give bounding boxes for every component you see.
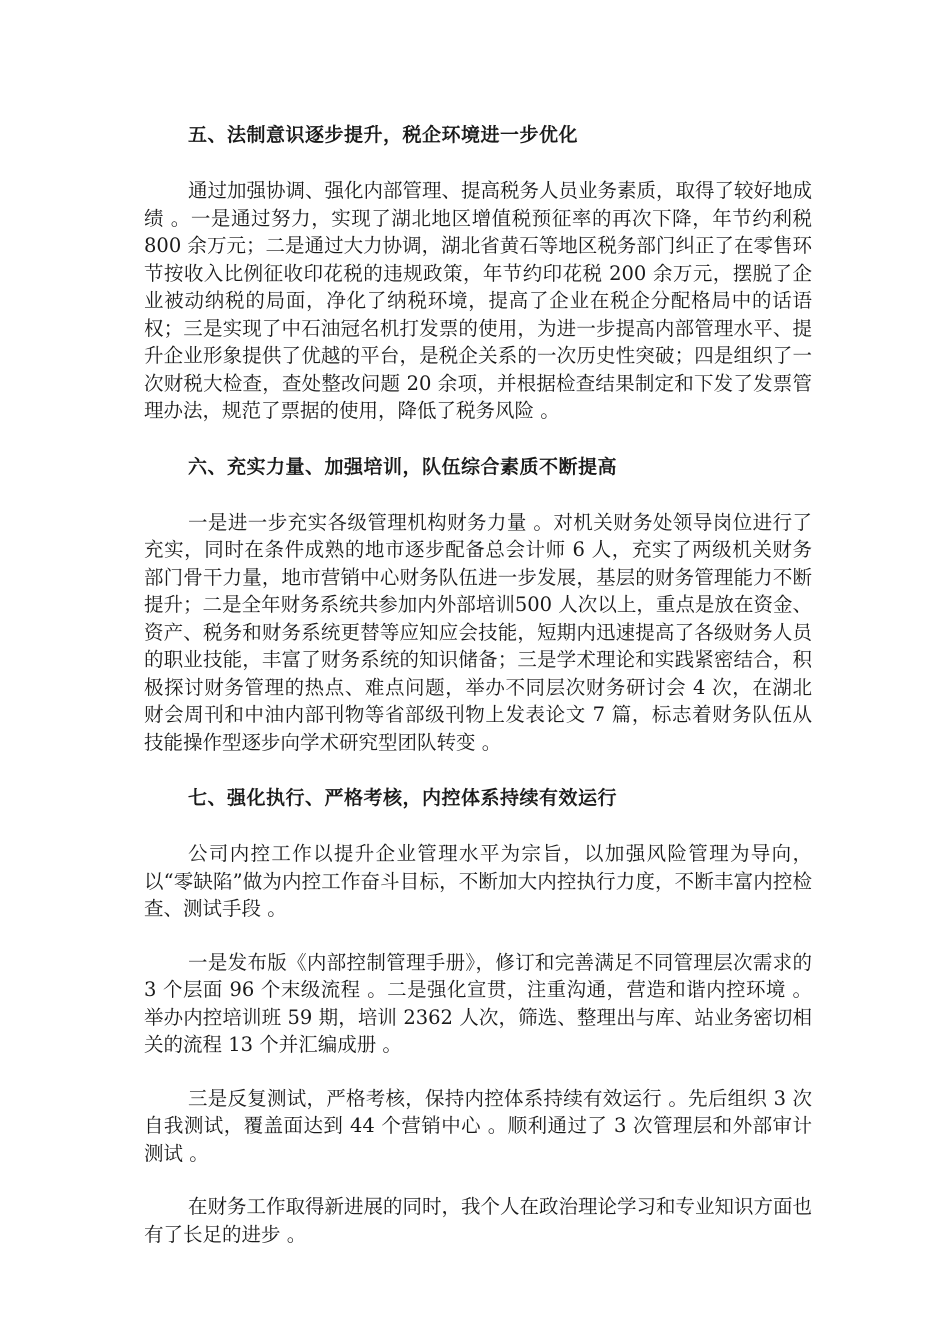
section-paragraph-6: 一是进一步充实各级管理机构财务力量 。对机关财务处领导岗位进行了充实，同时在条件成熟的地市逐步配备总会计师 6 人，充实了两级机关财务部门骨干力量，地市营销中心财务队伍进一步发展，基层的财务管理能力不断提升；二是全年财务系统共参加内外部培训500 人次以上，重点是放在资金、资产、税务和财务系统更替等应知应会技能，短期内迅速提高了各级财务人员的职业技能，丰富了财务系统的知识储备；三是学术理论和实践紧密结合，积极探讨财务管理的热点、难点问题，举办不同层次财务研讨会 4 次，在湖北财会周刊和中油内部刊物等省部级刊物上发表论文 7 篇，标志着财务队伍从技能操作型逐步向学术研究型团队转变 。 [144, 510, 812, 754]
section-paragraph-7-3: 三是反复测试，严格考核，保持内控体系持续有效运行 。先后组织 3 次自我测试，覆盖面达到 44 个营销中心 。顺利通过了 3 次管理层和外部审计测试 。 [144, 1086, 812, 1165]
section-heading-7: 七、强化执行、严格考核，内控体系持续有效运行 [188, 787, 618, 809]
section-heading-5: 五、法制意识逐步提升，税企环境进一步优化 [188, 124, 579, 146]
section-paragraph-7-2: 一是发布版《内部控制管理手册》，修订和完善满足不同管理层次需求的 3 个层面 96 个末级流程 。二是强化宣贯，注重沟通，营造和谐内控环境 。举办内控培训班 59 期，培训 2362 人次，筛选、整理出与库、站业务密切相关的流程 13 个并汇编成册 。 [144, 950, 812, 1056]
document-body [144, 119, 812, 1248]
section-paragraph-5: 通过加强协调、强化内部管理、提高税务人员业务素质，取得了较好地成绩 。一是通过努力，实现了湖北地区增值税预征率的再次下降，年节约利税 800 余万元；二是通过大力协调，湖北省黄石等地区税务部门纠正了在零售环节按收入比例征收印花税的违规政策，年节约印花税 200 余万元，摆脱了企业被动纳税的局面，净化了纳税环境，提高了企业在税企分配格局中的话语权；三是实现了中石油冠名机打发票的使用，为进一步提高内部管理水平、提升企业形象提供了优越的平台，是税企关系的一次历史性突破；四是组织了一次财税大检查，查处整改问题 20 余项，并根据检查结果制定和下发了发票管理办法，规范了票据的使用，降低了税务风险 。 [144, 179, 813, 422]
closing-paragraph: 在财务工作取得新进展的同时，我个人在政治理论学习和专业知识方面也有了长足的进步 。 [144, 1195, 813, 1246]
section-paragraph-7-1: 公司内控工作以提升企业管理水平为宗旨，以加强风险管理为导向，以“零缺陷”做为内控工作奋斗目标，不断加大内控执行力度，不断丰富内控检查、测试手段 。 [144, 842, 812, 920]
section-heading-6: 六、充实力量、加强培训，队伍综合素质不断提高 [188, 455, 618, 478]
